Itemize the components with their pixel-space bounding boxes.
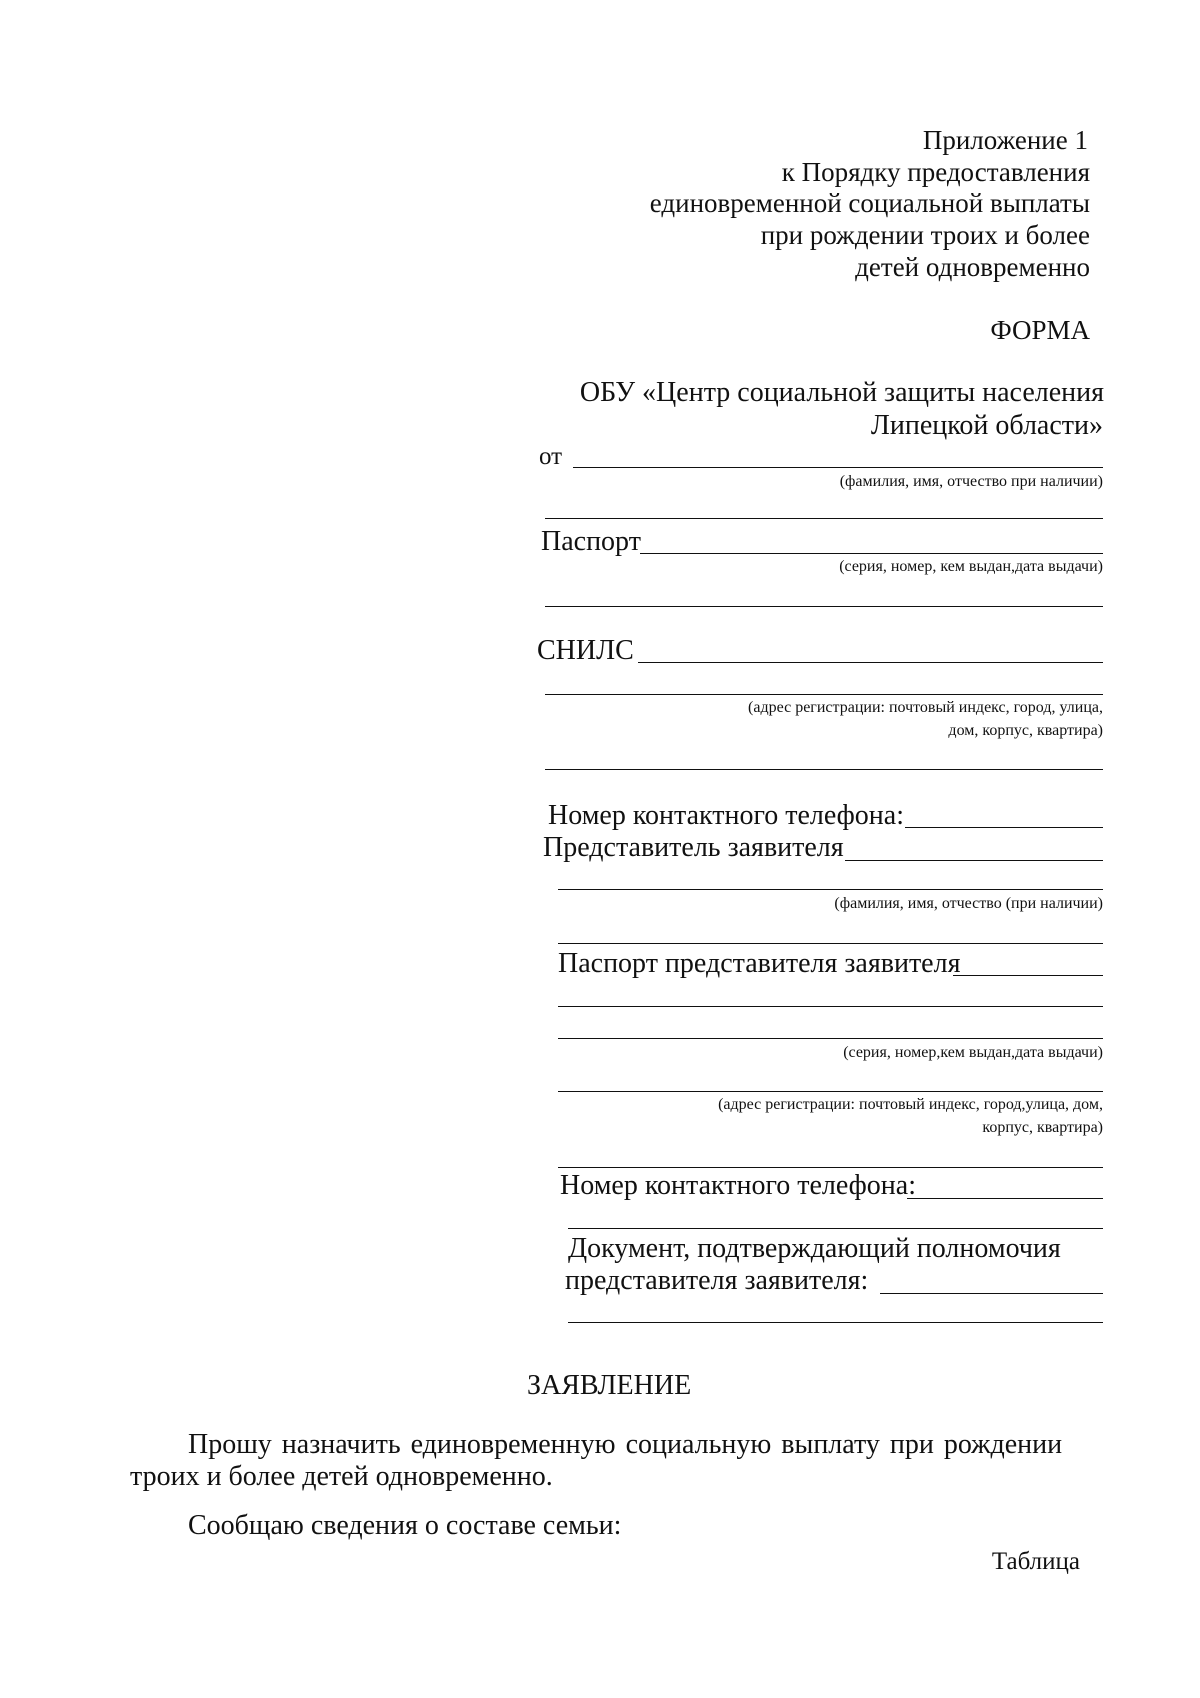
representative-address-line[interactable]	[558, 1091, 1103, 1092]
family-info-text: Сообщаю сведения о составе семьи:	[188, 1510, 622, 1541]
appendix-line-1: Приложение 1	[922, 125, 1088, 155]
representative-phone-line[interactable]	[907, 1198, 1103, 1199]
from-label: от	[539, 443, 563, 470]
appendix-line-4: при рождении троих и более	[760, 220, 1090, 250]
passport-hint: (серия, номер, кем выдан,дата выдачи)	[839, 558, 1103, 575]
table-label: Таблица	[991, 1548, 1080, 1575]
statement-title: ЗАЯВЛЕНИЕ	[527, 1370, 692, 1401]
authority-doc-line-2[interactable]	[568, 1322, 1103, 1323]
fio-line-2[interactable]	[545, 518, 1103, 519]
appendix-line-3: единовременной социальной выплаты	[649, 188, 1090, 218]
recipient-line-1: ОБУ «Центр социальной защиты населения	[579, 377, 1104, 408]
representative-address-hint-1: (адрес регистрации: почтовый индекс, город,улица, дом,	[718, 1096, 1103, 1113]
address-line-2[interactable]	[545, 769, 1103, 770]
representative-fio-line[interactable]	[558, 889, 1103, 890]
address-hint-2: дом, корпус, квартира)	[948, 722, 1103, 739]
authority-doc-line-1: Документ, подтверждающий полномочия	[568, 1233, 1061, 1264]
representative-passport-line-3[interactable]	[558, 1038, 1103, 1039]
authority-doc-line-2: представителя заявителя:	[565, 1265, 869, 1296]
passport-line[interactable]	[640, 553, 1103, 554]
address-hint-1: (адрес регистрации: почтовый индекс, город, улица,	[748, 699, 1103, 716]
representative-phone-line-2[interactable]	[568, 1228, 1103, 1229]
representative-label: Представитель заявителя	[543, 832, 844, 863]
recipient-line-2: Липецкой области»	[870, 410, 1103, 441]
snils-line[interactable]	[638, 662, 1103, 663]
snils-label: СНИЛС	[537, 635, 634, 666]
appendix-line-2: к Порядку предоставления	[781, 157, 1090, 187]
representative-address-hint-2: корпус, квартира)	[982, 1119, 1103, 1136]
applicant-phone-label: Номер контактного телефона:	[548, 800, 904, 831]
applicant-fio-hint: (фамилия, имя, отчество при наличии)	[839, 473, 1103, 490]
authority-doc-line[interactable]	[880, 1293, 1103, 1294]
representative-address-line-2[interactable]	[558, 1167, 1103, 1168]
representative-fio-line-2[interactable]	[558, 943, 1103, 944]
appendix-line-5: детей одновременно	[855, 252, 1090, 282]
representative-passport-line[interactable]	[953, 975, 1103, 976]
representative-phone-label: Номер контактного телефона:	[560, 1170, 916, 1201]
representative-passport-label: Паспорт представителя заявителя	[558, 948, 961, 979]
address-line-1[interactable]	[545, 694, 1103, 695]
applicant-phone-line[interactable]	[905, 827, 1103, 828]
form-label: ФОРМА	[990, 315, 1090, 345]
representative-passport-line-2[interactable]	[558, 1006, 1103, 1007]
from-line[interactable]	[573, 467, 1103, 468]
representative-passport-hint: (серия, номер,кем выдан,дата выдачи)	[843, 1044, 1103, 1061]
passport-line-2[interactable]	[545, 606, 1103, 607]
passport-label: Паспорт	[541, 526, 641, 557]
statement-paragraph-line-1: Прошу назначить единовременную социальную выплату при рождении	[188, 1429, 1063, 1460]
representative-fio-hint: (фамилия, имя, отчество (при наличии)	[834, 895, 1103, 912]
representative-line[interactable]	[845, 860, 1103, 861]
statement-paragraph-line-2: троих и более детей одновременно.	[130, 1461, 553, 1492]
